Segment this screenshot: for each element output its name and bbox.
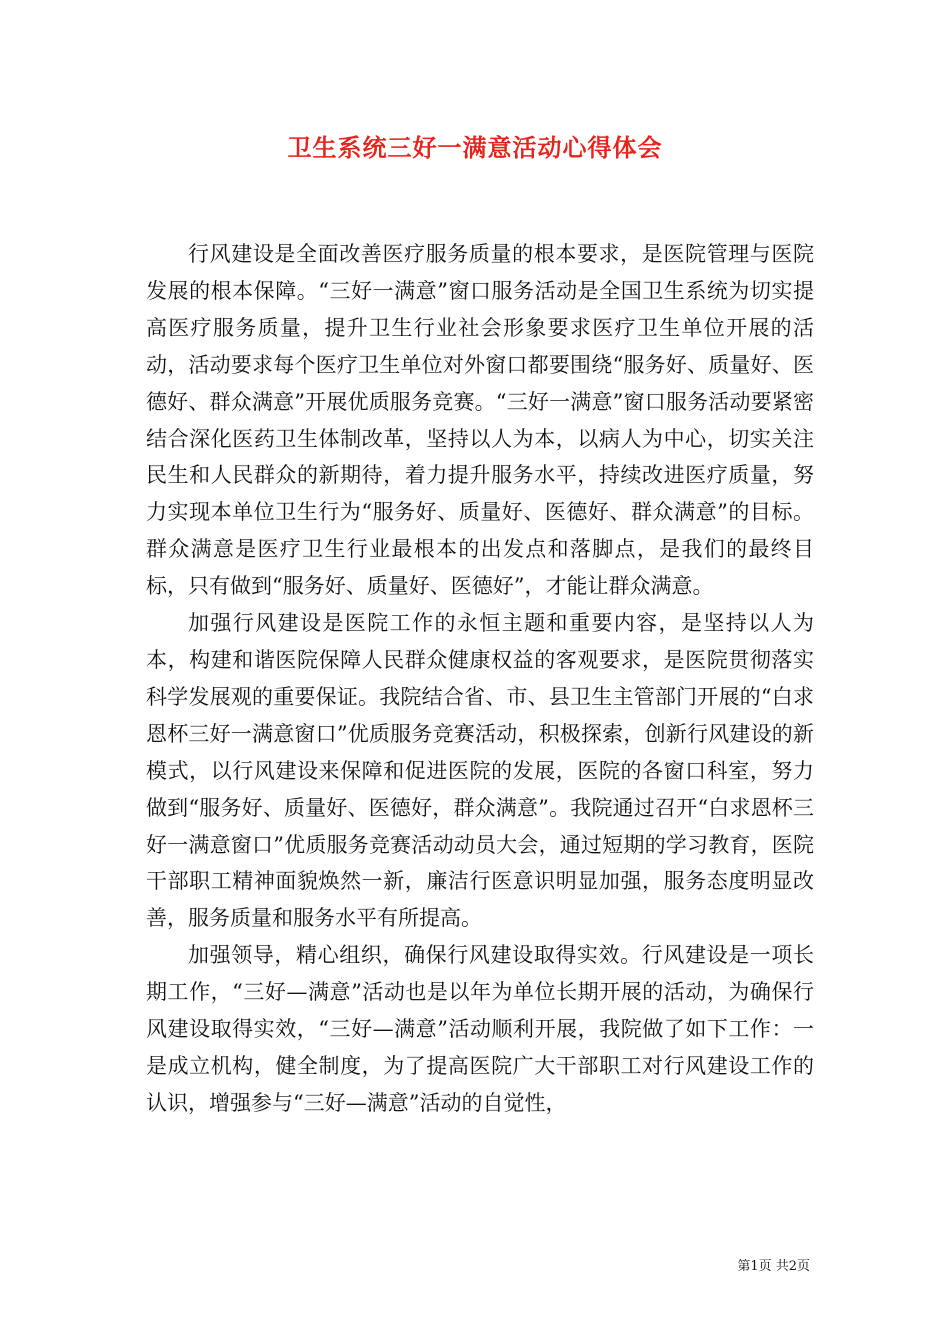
paragraph-1: 行风建设是全面改善医疗服务质量的根本要求，是医院管理与医院发展的根本保障。“三好一满意”窗口服务活动是全国卫生系统为切实提高医疗服务质量，提升卫生行业社会形象要求医疗卫生单位开展的活动，活动要求每个医疗卫生单位对外窗口都要围绕“服务好、质量好、医德好、群众满意”开展优质服务竞赛。“三好一满意”窗口服务活动要紧密结合深化医药卫生体制改革，坚持以人为本，以病人为中心，切实关注民生和人民群众的新期待，着力提升服务水平，持续改进医疗质量，努力实现本单位卫生行为“服务好、质量好、医德好、群众满意”的目标。群众满意是医疗卫生行业最根本的出发点和落脚点，是我们的最终目标，只有做到“服务好、质量好、医德好”，才能让群众满意。: [146, 242, 814, 599]
page-number-footer: 第1页 共2页: [737, 1259, 810, 1274]
document-body: [146, 236, 814, 1122]
paragraph-3: 加强领导，精心组织，确保行风建设取得实效。行风建设是一项长期工作，“三好—满意”活动也是以年为单位长期开展的活动，为确保行风建设取得实效，“三好—满意”活动顺利开展，我院做了如下工作：一是成立机构，健全制度，为了提高医院广大干部职工对行风建设工作的认识，增强参与“三好—满意”活动的自觉性，: [146, 943, 814, 1115]
document-title: 卫生系统三好一满意活动心得体会: [287, 133, 663, 162]
paragraph-2: 加强行风建设是医院工作的永恒主题和重要内容，是坚持以人为本，构建和谐医院保障人民群众健康权益的客观要求，是医院贯彻落实科学发展观的重要保证。我院结合省、市、县卫生主管部门开展的“白求恩杯三好一满意窗口”优质服务竞赛活动，积极探索，创新行风建设的新模式，以行风建设来保障和促进医院的发展，医院的各窗口科室，努力做到“服务好、质量好、医德好，群众满意”。我院通过召开“白求恩杯三好一满意窗口”优质服务竞赛活动动员大会，通过短期的学习教育，医院干部职工精神面貌焕然一新，廉洁行医意识明显加强，服务态度明显改善，服务质量和服务水平有所提高。: [146, 611, 814, 931]
